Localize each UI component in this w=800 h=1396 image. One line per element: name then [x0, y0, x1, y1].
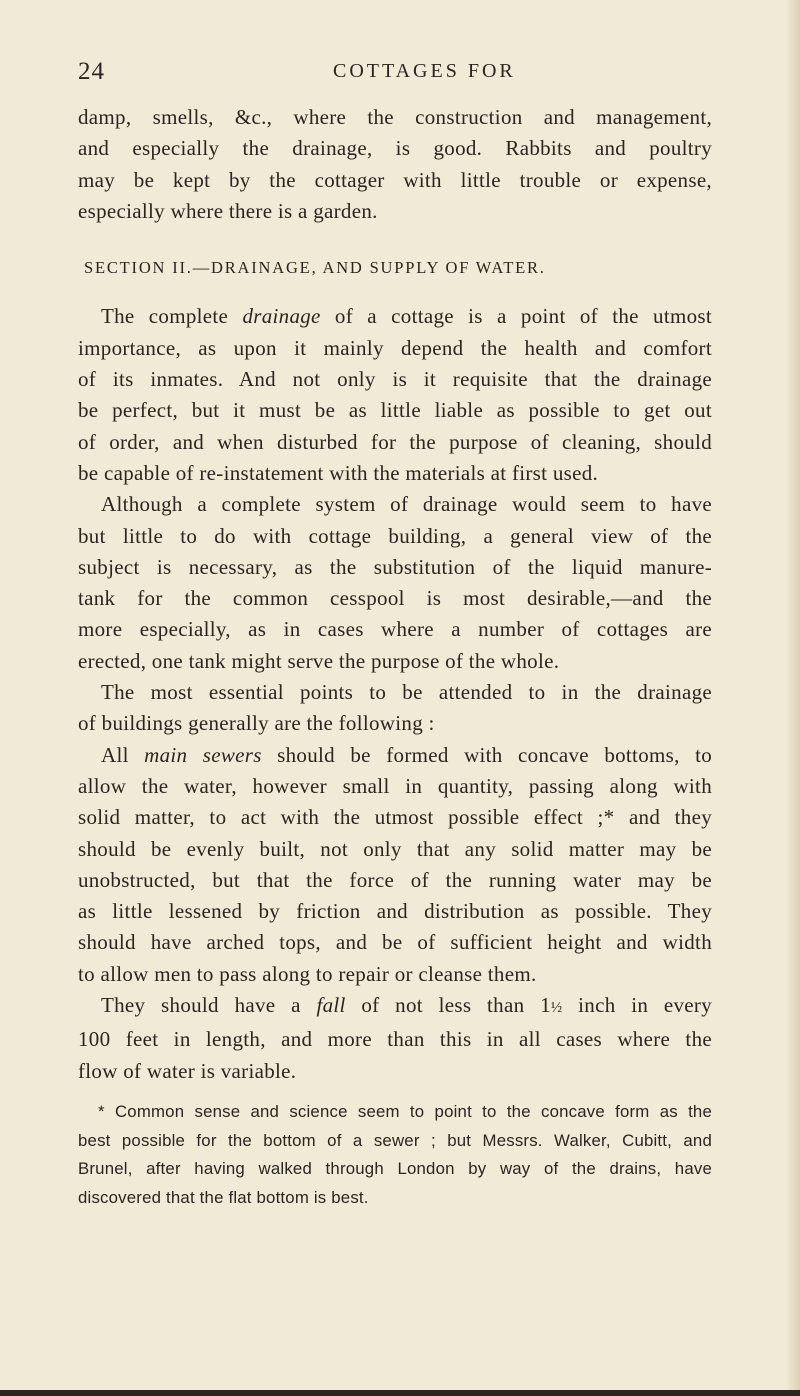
- text-line: to allow men to pass along to repair or cleanse them.: [78, 961, 537, 986]
- footnote: [78, 1098, 712, 1212]
- running-title: COTTAGES FOR: [333, 60, 516, 82]
- text-line: of order, and when disturbed for the purpose of cleaning, should: [78, 429, 712, 454]
- text-line: The most essential points to be attended to in the drainage: [101, 680, 712, 705]
- text-line: as little lessened by friction and distribution as possible. They: [78, 899, 712, 924]
- page-edge-shadow: [786, 0, 800, 1396]
- page-number: 24: [78, 58, 105, 85]
- footnote-line: best possible for the bottom of a sewer ; but Messrs. Walker, Cubitt, and: [78, 1130, 712, 1150]
- intro-paragraph: [78, 102, 712, 227]
- footnote-line: * Common sense and science seem to point to the concave form as the: [98, 1102, 712, 1121]
- text-line: They should have a fall of not less than 1½ inch in every: [101, 993, 712, 1018]
- text-line: be perfect, but it must be as little liable as possible to get out: [78, 398, 712, 423]
- footnote-line: Brunel, after having walked through London by way of the drains, have: [78, 1159, 712, 1178]
- text-line: should have arched tops, and be of sufficient height and width: [78, 930, 712, 955]
- fraction-half: ½: [550, 1000, 563, 1017]
- text-line: of buildings generally are the following :: [78, 711, 435, 736]
- text-line: of its inmates. And not only is it requisite that the drainage: [78, 367, 712, 392]
- emphasis-fall: fall: [316, 993, 346, 1018]
- text-line: subject is necessary, as the substitution of the liquid manure-: [78, 554, 712, 579]
- text-line: be capable of re-instatement with the materials at first used.: [78, 460, 599, 485]
- text-line: should be evenly built, not only that any solid matter may be: [78, 836, 712, 861]
- paragraph-system-of-drainage: [78, 489, 712, 677]
- text-line: especially where there is a garden.: [78, 198, 378, 223]
- page-header: [0, 58, 800, 88]
- text-line: more especially, as in cases where a number of cottages are: [78, 617, 712, 642]
- text-line: but little to do with cottage building, a general view of the: [78, 523, 712, 548]
- text-line: 100 feet in length, and more than this in all cases where the: [78, 1027, 712, 1052]
- text-line: All main sewers should be formed with concave bottoms, to: [101, 742, 712, 767]
- footnote-line: discovered that the flat bottom is best.: [78, 1187, 369, 1207]
- section-heading: SECTION II.—DRAINAGE, AND SUPPLY OF WATER.: [84, 258, 546, 278]
- text-line: unobstructed, but that the force of the running water may be: [78, 867, 712, 892]
- text-line: allow the water, however small in quantity, passing along with: [78, 773, 712, 798]
- bottom-edge-rule: [0, 1390, 800, 1396]
- text-line: The complete drainage of a cottage is a point of the utmost: [101, 304, 712, 329]
- text-line: may be kept by the cottager with little trouble or expense,: [78, 167, 712, 192]
- body-text: [78, 102, 712, 1087]
- text-line: importance, as upon it mainly depend the health and comfort: [78, 335, 712, 360]
- text-line: Although a complete system of drainage would seem to have: [101, 492, 712, 517]
- text-line: erected, one tank might serve the purpose of the whole.: [78, 648, 560, 673]
- text-line: damp, smells, &c., where the construction and management,: [78, 105, 712, 129]
- emphasis-main-sewers: main sewers: [144, 742, 262, 767]
- paragraph-fall: [78, 990, 712, 1087]
- paragraph-main-sewers: [78, 740, 712, 990]
- text-line: solid matter, to act with the utmost possible effect ;* and they: [78, 805, 712, 830]
- emphasis-drainage: drainage: [242, 304, 321, 329]
- text-line: and especially the drainage, is good. Rabbits and poultry: [78, 136, 712, 161]
- text-line: flow of water is variable.: [78, 1058, 297, 1083]
- text-line: tank for the common cesspool is most desirable,—and the: [78, 586, 712, 611]
- paragraph-essential-points: [78, 677, 712, 740]
- paragraph-drainage-importance: [78, 301, 712, 489]
